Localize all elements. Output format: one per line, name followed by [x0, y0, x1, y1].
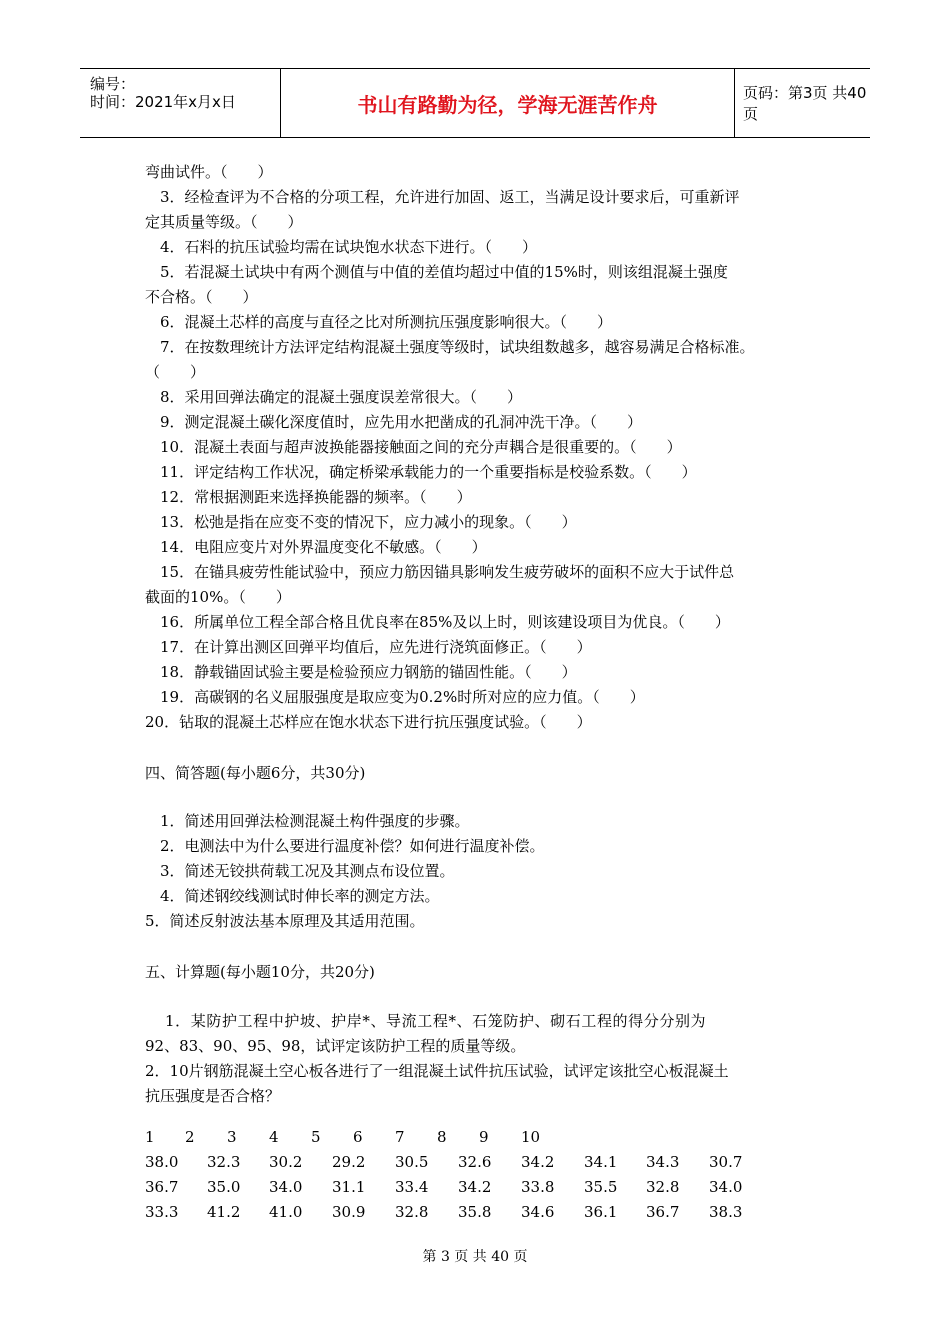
question-line: 20．钻取的混凝土芯样应在饱水状态下进行抗压强度试验。（ ）: [145, 713, 592, 731]
header-page-label: 页码：第3页 共40页: [743, 84, 867, 123]
text-line: （ ）: [145, 363, 206, 381]
table-cell: 36.7: [145, 1178, 179, 1196]
number-label: 编号：: [90, 75, 136, 93]
question-line: 1．某防护工程中护坡、护岸*、导流工程*、石笼防护、砌石工程的得分分别为: [165, 1012, 707, 1030]
page-footer: 第 3 页 共 40 页: [422, 1249, 528, 1265]
table-cell: 36.7: [646, 1203, 680, 1221]
table-header-cell: 6: [353, 1128, 363, 1146]
question-line: 15．在锚具疲劳性能试验中，预应力筋因锚具影响发生疲劳破坏的面积不应大于试件总: [160, 563, 735, 581]
text-line: 截面的10%。（ ）: [145, 588, 291, 606]
table-cell: 34.1: [584, 1153, 618, 1171]
section-heading: 四、简答题(每小题6分，共30分): [145, 764, 366, 782]
table-cell: 33.4: [395, 1178, 429, 1196]
text-line: 不合格。（ ）: [145, 288, 258, 306]
table-cell: 38.0: [145, 1153, 179, 1171]
page-header: [80, 68, 870, 138]
table-header-cell: 10: [521, 1128, 541, 1146]
question-line: 2．10片钢筋混凝土空心板各进行了一组混凝土试件抗压试验，试评定该批空心板混凝土: [145, 1062, 729, 1080]
table-cell: 33.8: [521, 1178, 555, 1196]
table-cell: 34.0: [709, 1178, 743, 1196]
text-line: 抗压强度是否合格？: [145, 1087, 281, 1105]
question-line: 7．在按数理统计方法评定结构混凝土强度等级时，试块组数越多，越容易满足合格标准。: [160, 338, 755, 356]
table-cell: 29.2: [332, 1153, 366, 1171]
question-line: 10．混凝土表面与超声波换能器接触面之间的充分声耦合是很重要的。（ ）: [160, 438, 682, 456]
question-line: 19．高碳钢的名义屈服强度是取应变为0.2%时所对应的应力值。（ ）: [160, 688, 645, 706]
table-cell: 35.8: [458, 1203, 492, 1221]
table-header-cell: 4: [269, 1128, 279, 1146]
table-cell: 36.1: [584, 1203, 618, 1221]
question-line: 18．静载锚固试验主要是检验预应力钢筋的锚固性能。（ ）: [160, 663, 577, 681]
header-info-cell: [80, 69, 281, 137]
question-line: 6．混凝土芯样的高度与直径之比对所测抗压强度影响很大。（ ）: [160, 313, 613, 331]
table-cell: 32.6: [458, 1153, 492, 1171]
table-cell: 32.8: [395, 1203, 429, 1221]
table-cell: 30.9: [332, 1203, 366, 1221]
table-header-cell: 3: [227, 1128, 237, 1146]
question-line: 5．简述反射波法基本原理及其适用范围。: [145, 912, 425, 930]
question-line: 17．在计算出测区回弹平均值后，应先进行浇筑面修正。（ ）: [160, 638, 592, 656]
table-cell: 30.5: [395, 1153, 429, 1171]
table-header-cell: 7: [395, 1128, 405, 1146]
table-cell: 35.0: [207, 1178, 241, 1196]
question-line: 8．采用回弹法确定的混凝土强度误差常很大。（ ）: [160, 388, 523, 406]
table-header-cell: 9: [479, 1128, 489, 1146]
table-cell: 30.7: [709, 1153, 743, 1171]
question-line: 4．石料的抗压试验均需在试块饱水状态下进行。（ ）: [160, 238, 538, 256]
table-cell: 34.2: [458, 1178, 492, 1196]
section-heading: 五、计算题(每小题10分，共20分): [145, 963, 375, 981]
table-cell: 30.2: [269, 1153, 303, 1171]
table-cell: 31.1: [332, 1178, 366, 1196]
table-cell: 32.8: [646, 1178, 680, 1196]
table-cell: 34.6: [521, 1203, 555, 1221]
question-line: 13．松弛是指在应变不变的情况下，应力减小的现象。（ ）: [160, 513, 577, 531]
question-line: 9．测定混凝土碳化深度值时，应先用水把凿成的孔洞冲洗干净。（ ）: [160, 413, 643, 431]
question-line: 16．所属单位工程全部合格且优良率在85%及以上时，则该建设项目为优良。（ ）: [160, 613, 730, 631]
question-line: 4．简述钢绞线测试时伸长率的测定方法。: [160, 887, 440, 905]
question-line: 11．评定结构工作状况，确定桥梁承载能力的一个重要指标是校验系数。（ ）: [160, 463, 697, 481]
table-header-cell: 2: [185, 1128, 195, 1146]
table-cell: 38.3: [709, 1203, 743, 1221]
question-line: 12．常根据测距来选择换能器的频率。（ ）: [160, 488, 472, 506]
table-header-cell: 8: [437, 1128, 447, 1146]
question-line: 14．电阻应变片对外界温度变化不敏感。（ ）: [160, 538, 487, 556]
text-line: 92、83、90、95、98，试评定该防护工程的质量等级。: [145, 1037, 526, 1055]
table-cell: 34.2: [521, 1153, 555, 1171]
table-header-cell: 5: [311, 1128, 321, 1146]
date-label: 时间：2021年x月x日: [90, 93, 236, 111]
table-cell: 41.0: [269, 1203, 303, 1221]
text-line: 弯曲试件。（ ）: [145, 163, 273, 181]
table-cell: 41.2: [207, 1203, 241, 1221]
text-line: 定其质量等级。（ ）: [145, 213, 303, 231]
table-header-cell: 1: [145, 1128, 155, 1146]
table-cell: 32.3: [207, 1153, 241, 1171]
question-line: 3．经检查评为不合格的分项工程，允许进行加固、返工，当满足设计要求后，可重新评: [160, 188, 740, 206]
table-cell: 35.5: [584, 1178, 618, 1196]
question-line: 5．若混凝土试块中有两个测值与中值的差值均超过中值的15%时，则该组混凝土强度: [160, 263, 728, 281]
header-motto: 书山有路勤为径，学海无涯苦作舟: [281, 69, 735, 137]
question-line: 3．简述无铰拱荷载工况及其测点布设位置。: [160, 862, 455, 880]
question-line: 2．电测法中为什么要进行温度补偿？如何进行温度补偿。: [160, 837, 545, 855]
table-cell: 33.3: [145, 1203, 179, 1221]
table-cell: 34.3: [646, 1153, 680, 1171]
table-cell: 34.0: [269, 1178, 303, 1196]
question-line: 1．简述用回弹法检测混凝土构件强度的步骤。: [160, 812, 470, 830]
